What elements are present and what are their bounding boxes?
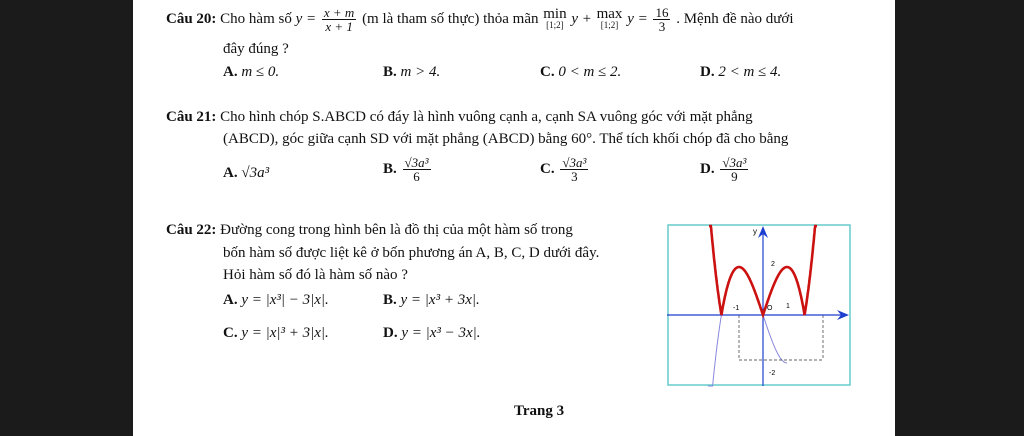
- q20-max: [596, 5, 623, 31]
- q20-option-c-letter: C.: [540, 64, 555, 80]
- q21-option-c-den: 3: [571, 169, 578, 184]
- q20-min: [543, 5, 567, 31]
- q21-option-b-num: √3a³: [404, 155, 429, 170]
- q20-result-den: 3: [658, 19, 666, 34]
- q22-option-b: [383, 291, 480, 309]
- origin-label: O: [767, 305, 773, 312]
- q21-option-c: [540, 156, 590, 183]
- q20-min-interval: [1;2]: [546, 19, 564, 30]
- q21-option-b-fraction: [403, 156, 431, 183]
- question-21-line1: [166, 108, 753, 126]
- q20-text-1: Cho hàm số: [220, 10, 292, 27]
- y-tick-2: 2: [771, 261, 775, 268]
- q21-option-d-num: √3a³: [722, 155, 747, 170]
- q20-option-d: [700, 63, 781, 81]
- q21-option-a: [223, 164, 269, 182]
- question-21-line2: (ABCD), góc giữa cạnh SD với mặt phẳng (ABCD) bằng 60°. Thể tích khối chóp đã cho bằng: [223, 131, 789, 147]
- q21-option-c-letter: C.: [540, 160, 555, 177]
- q21-option-b-letter: B.: [383, 160, 397, 177]
- document-page: [133, 0, 895, 436]
- q20-option-b: [383, 63, 440, 81]
- question-22-line3: Hỏi hàm số đó là hàm số nào ?: [223, 267, 408, 283]
- q20-result-num: 16: [655, 5, 669, 20]
- question-22-label: Câu 22:: [166, 222, 217, 238]
- q21-option-c-num: √3a³: [562, 155, 587, 170]
- y-tick-minus2: -2: [769, 370, 776, 377]
- question-20-label: Câu 20:: [166, 10, 217, 27]
- q20-frac-num: x + m: [323, 5, 355, 20]
- q22-option-d: [383, 324, 481, 342]
- q22-option-b-letter: B.: [383, 292, 397, 308]
- q22-option-c-value: y = |x|³ + 3|x|.: [241, 325, 329, 341]
- q20-text-3: . Mệnh đề nào dưới: [676, 10, 794, 27]
- q20-y-plus: y +: [571, 10, 592, 27]
- q22-text-1: Đường cong trong hình bên là đồ thị của một hàm số trong: [220, 222, 573, 238]
- q20-option-b-value: m > 4.: [400, 64, 441, 80]
- q20-text-2: (m là tham số thực) thỏa mãn: [362, 10, 539, 27]
- q20-function-fraction: [322, 6, 356, 33]
- question-20-line2: đây đúng ?: [223, 41, 289, 57]
- q21-option-a-value: √3a³: [241, 165, 270, 181]
- q20-min-label: min: [543, 5, 567, 22]
- question-22-line1: [166, 221, 573, 239]
- q21-option-d-den: 9: [731, 169, 738, 184]
- q21-option-d-fraction: [720, 156, 748, 183]
- q21-option-b-den: 6: [413, 169, 420, 184]
- q21-text-1: Cho hình chóp S.ABCD có đáy là hình vuông cạnh a, cạnh SA vuông góc với mặt phẳng: [220, 109, 753, 125]
- q21-option-d-letter: D.: [700, 160, 715, 177]
- q20-max-interval: [1;2]: [600, 19, 619, 30]
- q22-option-a-letter: A.: [223, 292, 238, 308]
- q21-option-b: [383, 156, 433, 183]
- q20-option-c-value: 0 < m ≤ 2.: [558, 64, 622, 80]
- q22-option-d-value: y = |x³ − 3x|.: [401, 325, 481, 341]
- x-tick-minus1: -1: [733, 305, 740, 312]
- q21-option-d: [700, 156, 750, 183]
- q20-option-a: [223, 63, 279, 81]
- y-axis-label: y: [753, 227, 757, 236]
- q22-option-d-letter: D.: [383, 325, 398, 341]
- q20-option-d-letter: D.: [700, 64, 715, 80]
- q20-option-d-value: 2 < m ≤ 4.: [718, 64, 782, 80]
- q22-option-b-value: y = |x³ + 3x|.: [400, 292, 480, 308]
- q20-frac-den: x + 1: [325, 19, 353, 34]
- q22-option-a-value: y = |x³| − 3|x|.: [241, 292, 329, 308]
- q21-option-c-fraction: [560, 156, 588, 183]
- question-22-line2: bốn hàm số được liệt kê ở bốn phương án A, B, C, D dưới đây.: [223, 245, 600, 261]
- q20-y-eq: y =: [295, 10, 317, 27]
- question-21-label: Câu 21:: [166, 109, 217, 125]
- q22-option-c-letter: C.: [223, 325, 238, 341]
- q20-option-a-letter: A.: [223, 64, 238, 80]
- q21-option-a-letter: A.: [223, 165, 238, 181]
- q20-option-b-letter: B.: [383, 64, 397, 80]
- q22-option-a: [223, 291, 329, 309]
- function-graph: [667, 224, 853, 388]
- q20-result-fraction: [653, 6, 670, 33]
- question-20-line1: [166, 6, 794, 33]
- x-tick-1: 1: [786, 303, 790, 310]
- q20-option-c: [540, 63, 621, 81]
- q20-max-label: max: [596, 5, 623, 22]
- q22-option-c: [223, 324, 329, 342]
- page-footer: Trang 3: [514, 403, 565, 419]
- q20-y-eq2: y =: [627, 10, 648, 27]
- q20-option-a-value: m ≤ 0.: [241, 64, 280, 80]
